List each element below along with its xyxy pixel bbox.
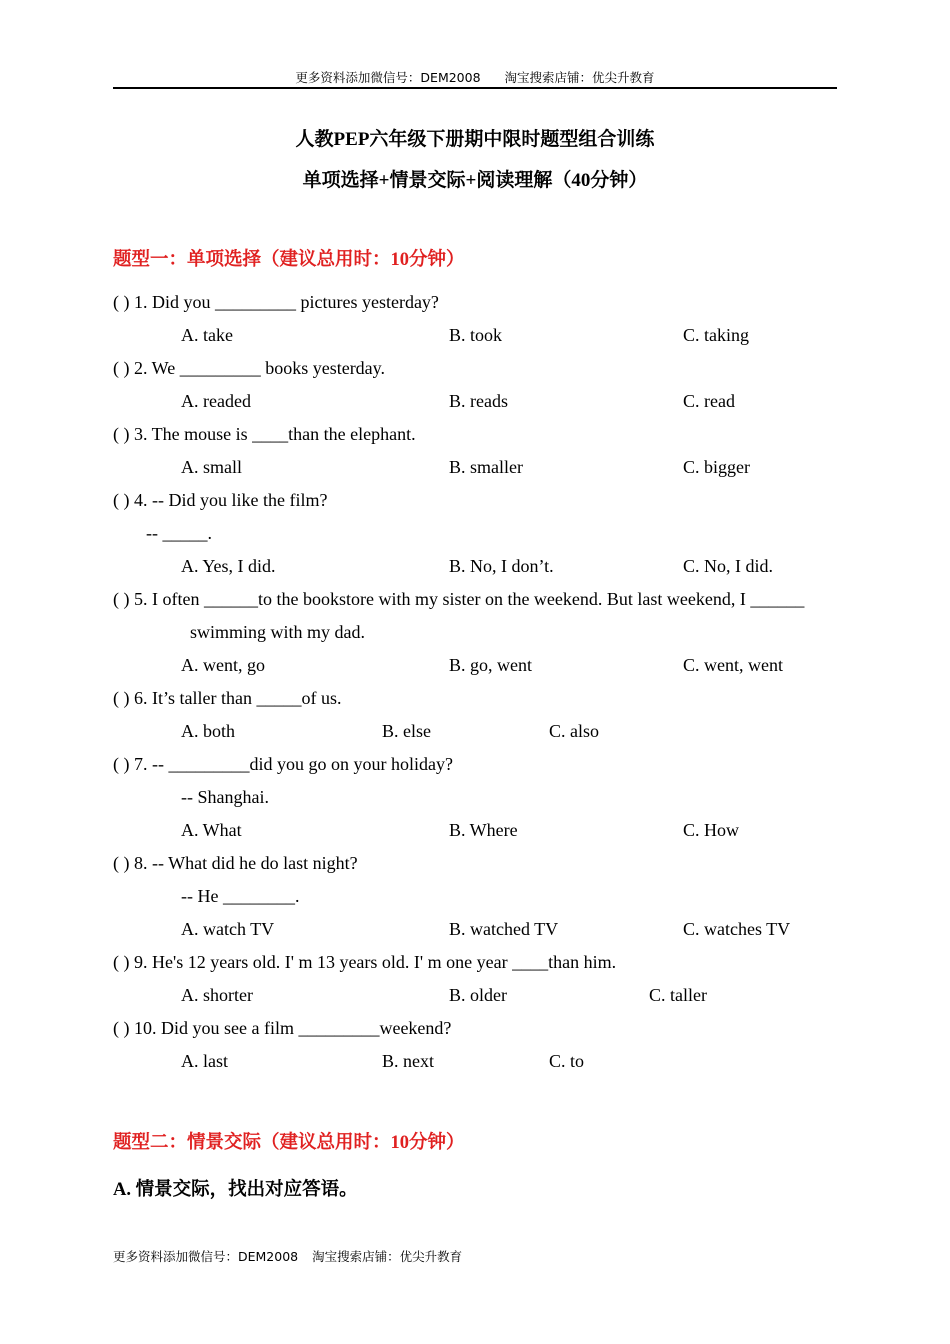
question-3-stem: ( ) 3. The mouse is ____than the elephant. xyxy=(113,424,416,444)
question-4-stem: ( ) 4. -- Did you like the film? xyxy=(113,490,328,510)
question-8-response: -- He ________. xyxy=(181,886,300,906)
question-5-option-b: B. go, went xyxy=(449,655,532,675)
question-10-option-c: C. to xyxy=(549,1051,585,1071)
question-7-response: -- Shanghai. xyxy=(181,787,269,807)
header-wechat: 更多资料添加微信号：DEM2008 xyxy=(295,70,481,85)
section1-title: 题型一：单项选择（建议总用时：10分钟） xyxy=(113,250,465,270)
question-9-stem: ( ) 9. He's 12 years old. I' m 13 years old. I' m one year ____than him. xyxy=(113,952,617,972)
question-1-option-b: B. took xyxy=(449,325,503,345)
question-2-stem: ( ) 2. We _________ books yesterday. xyxy=(113,358,386,378)
question-8-stem: ( ) 8. -- What did he do last night? xyxy=(113,853,358,873)
question-5-stem: ( ) 5. I often ______to the bookstore with my sister on the weekend. But last weekend, I ______ xyxy=(113,589,805,609)
page-subtitle: 单项选择+情景交际+阅读理解（40分钟） xyxy=(302,170,648,191)
question-8-option-b: B. watched TV xyxy=(449,919,559,939)
page-header xyxy=(0,68,950,86)
question-5-option-a: A. went, go xyxy=(181,655,265,675)
question-4-option-a: A. Yes, I did. xyxy=(181,556,276,576)
footer-wechat: 更多资料添加微信号：DEM2008 xyxy=(113,1249,299,1264)
question-6-stem: ( ) 6. It’s taller than _____of us. xyxy=(113,688,342,708)
question-7-option-a: A. What xyxy=(181,820,242,840)
question-9-option-c: C. taller xyxy=(649,985,707,1005)
header-shop: 淘宝搜索店铺：优尖升教育 xyxy=(504,70,655,85)
question-8-option-a: A. watch TV xyxy=(181,919,275,939)
question-1-stem: ( ) 1. Did you _________ pictures yesterday? xyxy=(113,292,439,312)
question-10-option-a: A. last xyxy=(181,1051,228,1071)
question-2-option-a: A. readed xyxy=(181,391,251,411)
question-6-option-c: C. also xyxy=(549,721,600,741)
question-6-option-a: A. both xyxy=(181,721,235,741)
question-4-option-b: B. No, I don’t. xyxy=(449,556,554,576)
question-2-option-c: C. read xyxy=(683,391,735,411)
question-7-stem: ( ) 7. -- _________did you go on your holiday? xyxy=(113,754,453,774)
question-2-option-b: B. reads xyxy=(449,391,508,411)
question-8-option-c: C. watches TV xyxy=(683,919,791,939)
question-10-stem: ( ) 10. Did you see a film _________weekend? xyxy=(113,1018,452,1038)
footer-shop: 淘宝搜索店铺：优尖升教育 xyxy=(312,1249,463,1264)
header-divider xyxy=(113,87,837,89)
question-4-response: -- _____. xyxy=(146,523,212,543)
question-9-option-a: A. shorter xyxy=(181,985,253,1005)
question-1-option-c: C. taking xyxy=(683,325,749,345)
question-1-option-a: A. take xyxy=(181,325,233,345)
question-10-option-b: B. next xyxy=(382,1051,434,1071)
question-7-option-c: C. How xyxy=(683,820,740,840)
page-footer xyxy=(113,1247,462,1265)
question-5-continuation: swimming with my dad. xyxy=(190,622,365,642)
question-4-option-c: C. No, I did. xyxy=(683,556,773,576)
question-3-option-a: A. small xyxy=(181,457,242,477)
section2-part-a-title: A. 情景交际，找出对应答语。 xyxy=(113,1180,358,1200)
question-9-option-b: B. older xyxy=(449,985,507,1005)
question-7-option-b: B. Where xyxy=(449,820,518,840)
page-title: 人教PEP六年级下册期中限时题型组合训练 xyxy=(295,129,655,150)
question-3-option-c: C. bigger xyxy=(683,457,750,477)
section2-title: 题型二：情景交际（建议总用时：10分钟） xyxy=(113,1133,465,1153)
question-3-option-b: B. smaller xyxy=(449,457,523,477)
question-6-option-b: B. else xyxy=(382,721,431,741)
question-5-option-c: C. went, went xyxy=(683,655,783,675)
